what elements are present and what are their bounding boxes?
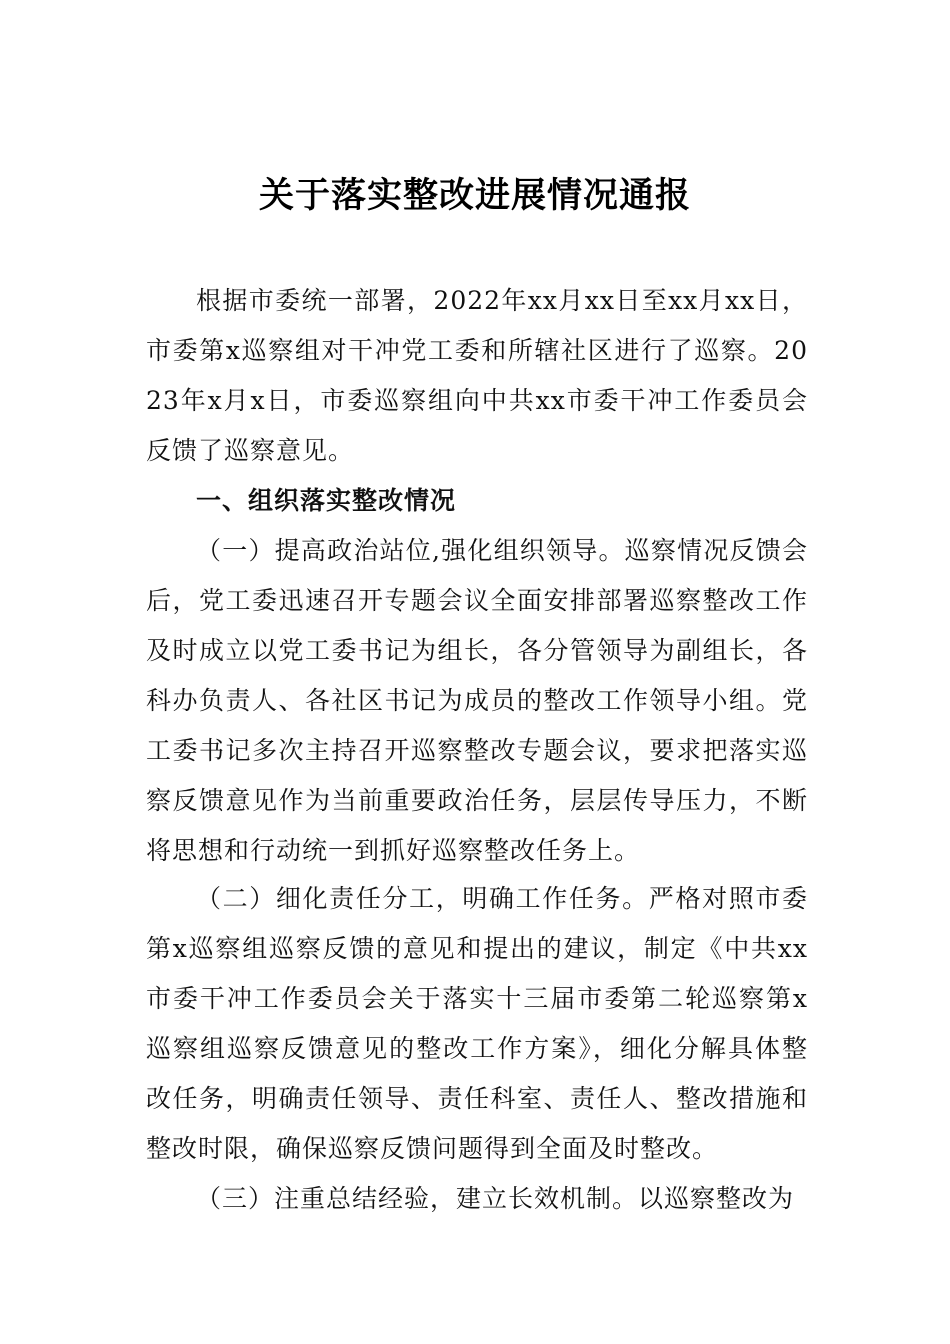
section-heading: 一、组织落实整改情况 bbox=[196, 486, 457, 515]
document-title: 关于落实整改进展情况通报 bbox=[258, 175, 691, 216]
intro-paragraph: 根据市委统一部署，2022年xx月xx日至xx月xx日，市委第x巡察组对干冲党工委和所辖社区进行了巡察。2023年x月x日，市委巡察组向中共xx市委干冲工作委员会反馈了巡察意见。 bbox=[146, 286, 808, 465]
paragraph-3: （三）注重总结经验，建立长效机制。以巡察整改为 bbox=[196, 1184, 795, 1213]
paragraph-2: （二）细化责任分工，明确工作任务。严格对照市委第x巡察组巡察反馈的意见和提出的建议，制定《中共xx市委干冲工作委员会关于落实十三届市委第二轮巡察第x巡察组巡察反馈意见的整改工作方案》，细化分解具体整改任务，明确责任领导、责任科室、责任人、整改措施和整改时限，确保巡察反馈问题得到全面及时整改。 bbox=[146, 884, 808, 1163]
paragraph-1: （一）提高政治站位,强化组织领导。巡察情况反馈会后，党工委迅速召开专题会议全面安排部署巡察整改工作及时成立以党工委书记为组长，各分管领导为副组长，各科办负责人、各社区书记为成员的整改工作领导小组。党工委书记多次主持召开巡察整改专题会议，要求把落实巡察反馈意见作为当前重要政治任务，层层传导压力，不断将思想和行动统一到抓好巡察整改任务上。 bbox=[146, 536, 808, 865]
